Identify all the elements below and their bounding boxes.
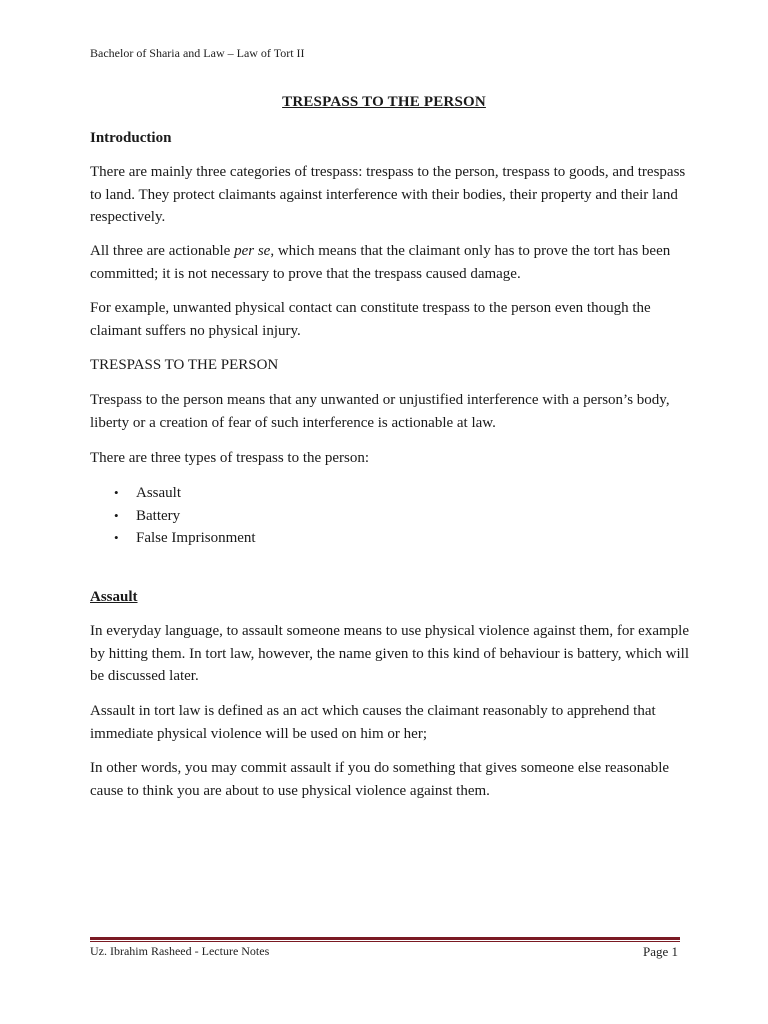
list-item: [90, 527, 690, 550]
footer-divider-thin: [90, 941, 680, 942]
intro-paragraph-2: [90, 240, 690, 285]
introduction-heading: Introduction: [90, 130, 172, 146]
intro-paragraph-2-end: , which means that the claimant only has to prove the tort has been committed; it is not necessary to prove that the trespass caused damage.: [90, 243, 671, 282]
running-header: Bachelor of Sharia and Law – Law of Tort II: [90, 46, 305, 60]
list-item: [90, 505, 690, 528]
list-item: [90, 482, 690, 505]
per-se-term: per se: [234, 243, 271, 259]
section-heading: TRESPASS TO THE PERSON: [90, 357, 279, 373]
footer-author: Uz. Ibrahim Rasheed - Lecture Notes: [90, 944, 270, 958]
list-item-label: Assault: [136, 485, 181, 501]
intro-paragraph-1: There are mainly three categories of trespass: trespass to the person, trespass to goods, and trespass to land. They protect claimants against interference with their bodies, their property and their land respectively.: [90, 164, 686, 225]
list-item-label: Battery: [136, 507, 181, 524]
assault-paragraph-1: In everyday language, to assault someone means to use physical violence against them, for example by hitting them. In tort law, however, the name given to this kind of behaviour is battery, which will be discussed later.: [90, 623, 689, 684]
list-item-label: False Imprisonment: [136, 530, 256, 546]
intro-paragraph-2-start: All three are actionable: [90, 243, 235, 259]
bullet-icon: •: [114, 530, 119, 545]
assault-heading: Assault: [90, 589, 138, 605]
document-title: TRESPASS TO THE PERSON: [282, 94, 486, 110]
section-paragraph-1: Trespass to the person means that any unwanted or unjustified interference with a person’s body, liberty or a creation of fear of such interference is actionable at law.: [90, 392, 670, 431]
footer-divider-thick: [90, 937, 680, 940]
bullet-icon: •: [114, 507, 119, 523]
page-number: Page 1: [642, 944, 678, 959]
trespass-types-list: [90, 482, 690, 550]
assault-paragraph-2: Assault in tort law is defined as an act which causes the claimant reasonably to apprehend that immediate physical violence will be used on him or her;: [90, 703, 656, 742]
bullet-icon: •: [114, 485, 119, 500]
assault-paragraph-3: In other words, you may commit assault if you do something that gives someone else reasonable cause to think you are about to use physical violence against them.: [90, 760, 670, 799]
intro-paragraph-3: For example, unwanted physical contact can constitute trespass to the person even though the claimant suffers no physical injury.: [90, 300, 651, 339]
section-paragraph-2: There are three types of trespass to the person:: [90, 450, 370, 466]
